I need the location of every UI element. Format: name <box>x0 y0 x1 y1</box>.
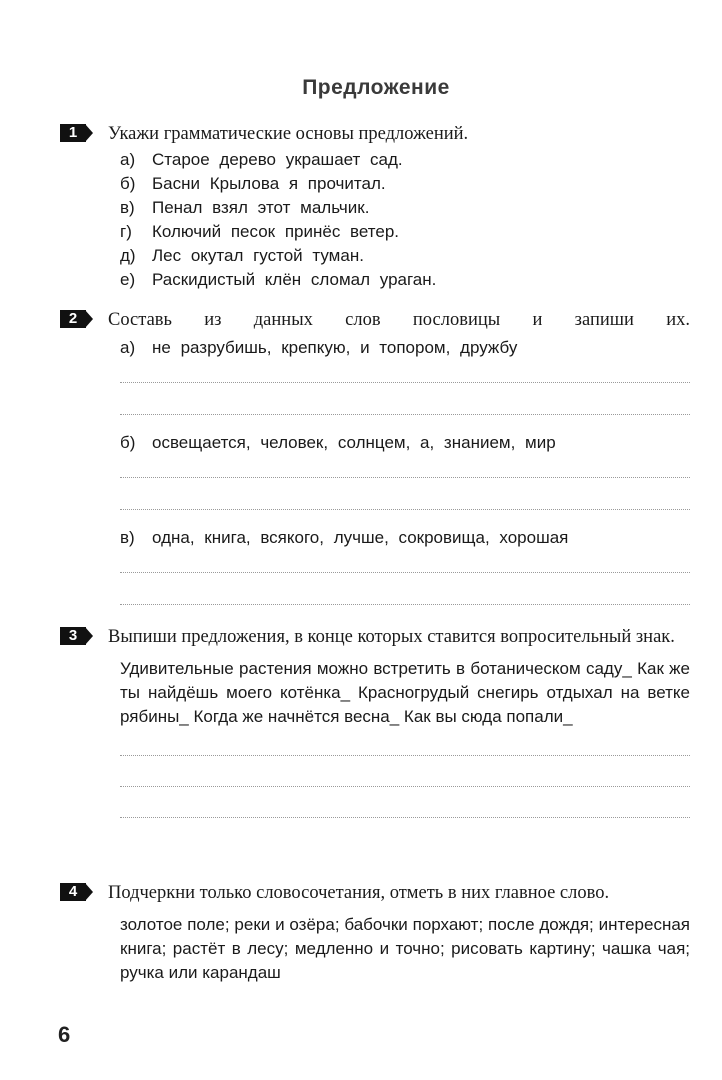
task-1 <box>60 122 690 292</box>
list-item <box>120 196 690 220</box>
task-number: 1 <box>60 124 86 142</box>
item-marker: г) <box>120 222 132 241</box>
answer-line[interactable] <box>120 786 690 787</box>
task-prompt: Выпиши предложения, в конце которых ставится вопросительный знак. <box>108 627 675 647</box>
item-text: Басни Крылова я прочитал. <box>152 174 386 193</box>
answer-line[interactable] <box>120 414 690 415</box>
task-number-badge <box>60 310 100 328</box>
task-prompt: Составь из данных слов пословицы и запиши их. <box>108 310 690 330</box>
page-title: Предложение <box>302 76 450 99</box>
page-number: 6 <box>58 1022 71 1047</box>
task-text: Удивительные растения можно встретить в ботаническом саду_ Как же ты найдёшь моего котёнка_ Красногрудый снегирь отдыхал на ветке рябины_ Когда же начнётся весна_ Как вы сюда попали_ <box>120 659 690 726</box>
badge-arrow-icon <box>85 627 93 645</box>
item-text: освещается, человек, солнцем, а, знанием, мир <box>152 433 556 452</box>
badge-arrow-icon <box>85 124 93 142</box>
item-marker: в) <box>120 528 135 547</box>
item-text: одна, книга, всякого, лучше, сокровища, хорошая <box>152 528 569 547</box>
answer-line[interactable] <box>120 382 690 383</box>
item-text: Колючий песок принёс ветер. <box>152 222 399 241</box>
task-number-badge <box>60 627 100 645</box>
task-number-badge <box>60 124 100 142</box>
item-text: Лес окутал густой туман. <box>152 246 364 265</box>
item-marker: д) <box>120 246 136 265</box>
task-number: 3 <box>60 627 86 645</box>
item-text: Старое дерево украшает сад. <box>152 150 403 169</box>
answer-line[interactable] <box>120 477 690 478</box>
task-number: 2 <box>60 310 86 328</box>
item-marker: б) <box>120 174 136 193</box>
list-item <box>120 244 690 268</box>
task-number-badge <box>60 883 100 901</box>
task-4 <box>60 881 690 985</box>
answer-line[interactable] <box>120 755 690 756</box>
answer-line[interactable] <box>120 509 690 510</box>
item-marker: е) <box>120 270 136 289</box>
task-2 <box>60 308 690 605</box>
item-text: не разрубишь, крепкую, и топором, дружбу <box>152 338 518 357</box>
list-item <box>120 148 690 172</box>
item-marker: б) <box>120 433 136 452</box>
task-3 <box>60 625 690 818</box>
item-marker: а) <box>120 338 136 357</box>
item-marker: а) <box>120 150 136 169</box>
badge-arrow-icon <box>85 310 93 328</box>
item-text: Пенал взял этот мальчик. <box>152 198 370 217</box>
list-item <box>120 220 690 244</box>
list-item <box>120 268 690 292</box>
answer-line[interactable] <box>120 604 690 605</box>
item-text: Раскидистый клён сломал ураган. <box>152 270 437 289</box>
task-prompt: Подчеркни только словосочетания, отметь в них главное слово. <box>108 883 610 903</box>
answer-line[interactable] <box>120 817 690 818</box>
item-marker: в) <box>120 198 135 217</box>
badge-arrow-icon <box>85 883 93 901</box>
task-items <box>120 148 690 292</box>
task-number: 4 <box>60 883 86 901</box>
list-item <box>120 526 690 550</box>
list-item <box>120 336 690 360</box>
task-text: золотое поле; реки и озёра; бабочки порхают; после дождя; интересная книга; растёт в лесу; медленно и точно; рисовать картину; чашка чая; ручка или карандаш <box>120 915 690 982</box>
list-item <box>120 172 690 196</box>
task-prompt: Укажи грамматические основы предложений. <box>108 124 469 144</box>
list-item <box>120 431 690 455</box>
answer-line[interactable] <box>120 572 690 573</box>
